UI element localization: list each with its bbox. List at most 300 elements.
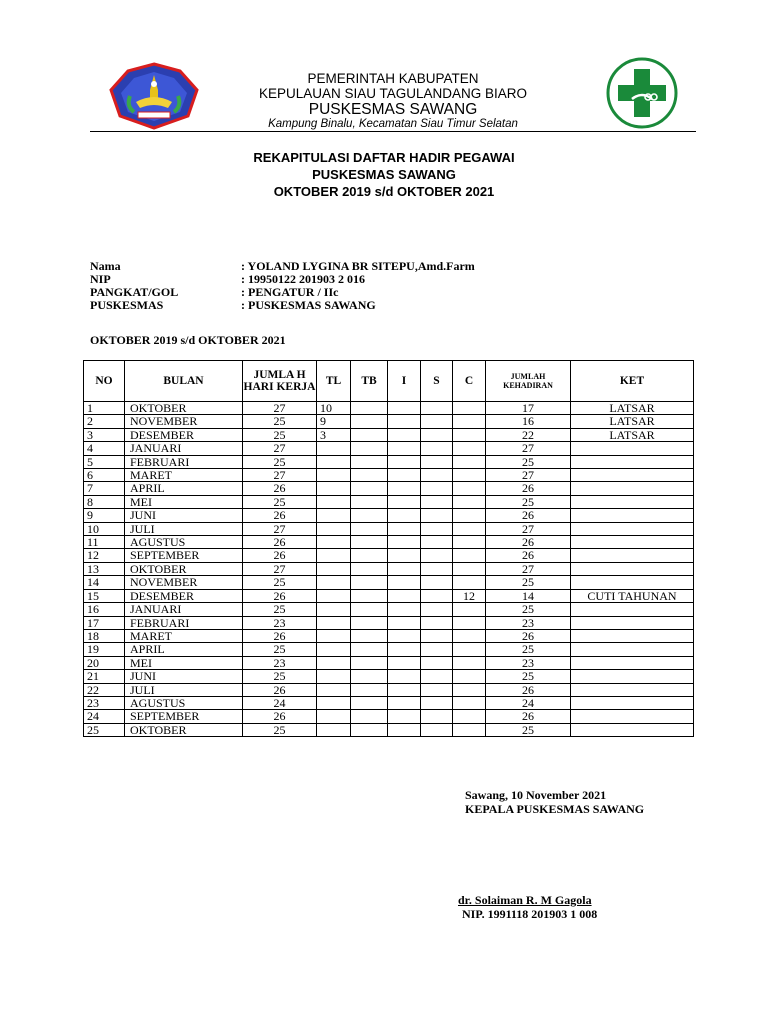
employee-puskesmas-label: PUSKESMAS [90,298,164,312]
table-row [84,469,694,482]
cell-no: 4 [84,442,125,455]
cell-s [421,576,453,589]
cell-tl [317,603,351,616]
cell-tb [351,603,388,616]
cell-kehadiran: 25 [486,603,571,616]
cell-tb [351,710,388,723]
cell-hari-kerja: 25 [243,603,317,616]
cell-i [388,643,421,656]
cell-i [388,670,421,683]
table-row [84,710,694,723]
signature-name: dr. Solaiman R. M Gagola [458,893,592,907]
cell-tl [317,522,351,535]
cell-c [453,616,486,629]
cell-ket [571,723,694,736]
cell-i [388,696,421,709]
cell-hari-kerja: 26 [243,589,317,602]
document-period: OKTOBER 2019 s/d OKTOBER 2021 [273,184,495,199]
cell-s [421,656,453,669]
cell-c [453,522,486,535]
cell-ket [571,656,694,669]
cell-tl [317,442,351,455]
cell-hari-kerja: 26 [243,549,317,562]
cell-s [421,509,453,522]
cell-i [388,629,421,642]
cell-kehadiran: 25 [486,495,571,508]
cell-kehadiran: 23 [486,656,571,669]
cell-hari-kerja: 27 [243,522,317,535]
cell-c [453,710,486,723]
cell-tl: 9 [317,415,351,428]
cell-ket [571,603,694,616]
cell-no: 6 [84,469,125,482]
cell-ket [571,576,694,589]
cell-hari-kerja: 26 [243,629,317,642]
cell-i [388,603,421,616]
cell-bulan: OKTOBER [125,723,243,736]
cell-no: 14 [84,576,125,589]
cell-ket [571,562,694,575]
cell-bulan: JUNI [125,670,243,683]
cell-no: 11 [84,536,125,549]
cell-i [388,616,421,629]
table-period-label: OKTOBER 2019 s/d OKTOBER 2021 [90,333,286,347]
cell-i [388,455,421,468]
cell-no: 5 [84,455,125,468]
cell-tl [317,643,351,656]
table-row [84,696,694,709]
cell-tl [317,629,351,642]
cell-bulan: SEPTEMBER [125,549,243,562]
government-name: PEMERINTAH KABUPATEN [307,71,479,86]
cell-i [388,402,421,415]
cell-s [421,562,453,575]
cell-ket: LATSAR [571,402,694,415]
cell-hari-kerja: 24 [243,696,317,709]
cell-c: 12 [453,589,486,602]
table-row [84,495,694,508]
cell-s [421,536,453,549]
cell-c [453,415,486,428]
cell-tb [351,415,388,428]
cell-hari-kerja: 23 [243,616,317,629]
cell-kehadiran: 25 [486,643,571,656]
header-tb: TB [351,361,388,402]
address: Kampung Binalu, Kecamatan Siau Timur Selatan [268,118,518,130]
cell-bulan: MARET [125,629,243,642]
table-row [84,536,694,549]
cell-s [421,522,453,535]
cell-i [388,576,421,589]
cell-no: 8 [84,495,125,508]
header-tl: TL [317,361,351,402]
cell-bulan: JULI [125,522,243,535]
cell-no: 17 [84,616,125,629]
cell-ket [571,536,694,549]
cell-bulan: APRIL [125,643,243,656]
cell-c [453,428,486,441]
puskesmas-name: PUSKESMAS SAWANG [308,101,478,118]
table-header-row [84,361,694,402]
cell-tb [351,455,388,468]
cell-ket [571,629,694,642]
cell-kehadiran: 27 [486,469,571,482]
cell-i [388,522,421,535]
cell-tb [351,656,388,669]
cell-ket [571,509,694,522]
cell-bulan: NOVEMBER [125,415,243,428]
cell-c [453,549,486,562]
table-row [84,522,694,535]
cell-s [421,549,453,562]
cell-i [388,562,421,575]
signature-position: KEPALA PUSKESMAS SAWANG [465,802,645,816]
table-row [84,629,694,642]
cell-c [453,723,486,736]
cell-bulan: MEI [125,656,243,669]
table-row [84,455,694,468]
cell-bulan: FEBRUARI [125,616,243,629]
header-s: S [421,361,453,402]
cell-ket [571,522,694,535]
cell-hari-kerja: 27 [243,442,317,455]
cell-bulan: OKTOBER [125,562,243,575]
cell-i [388,710,421,723]
cell-tl [317,495,351,508]
cell-hari-kerja: 25 [243,428,317,441]
cell-kehadiran: 26 [486,710,571,723]
regency-name: KEPULAUAN SIAU TAGULANDANG BIARO [258,86,528,101]
cell-tb [351,723,388,736]
header-kehadiran: JUMLAH KEHADIRAN [486,361,571,402]
cell-s [421,482,453,495]
cell-hari-kerja: 25 [243,455,317,468]
cell-hari-kerja: 27 [243,402,317,415]
cell-ket [571,455,694,468]
cell-c [453,482,486,495]
cell-tl: 3 [317,428,351,441]
cell-i [388,469,421,482]
cell-bulan: DESEMBER [125,589,243,602]
cell-tb [351,562,388,575]
employee-name-value: : YOLAND LYGINA BR SITEPU,Amd.Farm [241,259,475,273]
cell-hari-kerja: 26 [243,710,317,723]
cell-s [421,469,453,482]
table-row [84,723,694,736]
cell-no: 24 [84,710,125,723]
cell-s [421,683,453,696]
table-row [84,576,694,589]
cell-no: 16 [84,603,125,616]
table-row [84,683,694,696]
cell-tl [317,683,351,696]
cell-no: 15 [84,589,125,602]
cell-tb [351,482,388,495]
letterhead [90,55,696,132]
table-row [84,589,694,602]
cell-tl [317,562,351,575]
cell-ket: LATSAR [571,415,694,428]
cell-ket [571,616,694,629]
cell-s [421,455,453,468]
cell-tb [351,576,388,589]
cell-tb [351,629,388,642]
cell-c [453,629,486,642]
document-title: REKAPITULASI DAFTAR HADIR PEGAWAI [253,150,515,165]
document-subtitle: PUSKESMAS SAWANG [312,167,456,182]
cell-hari-kerja: 26 [243,509,317,522]
cell-tb [351,616,388,629]
cell-hari-kerja: 25 [243,576,317,589]
cell-i [388,536,421,549]
cell-tl [317,576,351,589]
cell-s [421,723,453,736]
table-row [84,402,694,415]
cell-tb [351,643,388,656]
cell-kehadiran: 23 [486,616,571,629]
cell-bulan: OKTOBER [125,402,243,415]
cell-tb [351,549,388,562]
cell-kehadiran: 17 [486,402,571,415]
cell-hari-kerja: 25 [243,670,317,683]
cell-ket [571,549,694,562]
cell-s [421,670,453,683]
cell-tl [317,589,351,602]
cell-kehadiran: 26 [486,629,571,642]
employee-rank-value: : PENGATUR / IIc [241,285,339,299]
cell-s [421,589,453,602]
cell-ket [571,442,694,455]
cell-kehadiran: 25 [486,670,571,683]
cell-tl [317,455,351,468]
header-bulan: BULAN [125,361,243,402]
cell-no: 12 [84,549,125,562]
cell-hari-kerja: 25 [243,723,317,736]
cell-kehadiran: 16 [486,415,571,428]
cell-s [421,415,453,428]
cell-c [453,656,486,669]
table-row [84,415,694,428]
employee-nip-label: NIP [90,272,111,286]
cell-ket [571,495,694,508]
cell-bulan: JANUARI [125,603,243,616]
cell-tb [351,536,388,549]
cell-ket: LATSAR [571,428,694,441]
cell-hari-kerja: 26 [243,683,317,696]
cell-i [388,683,421,696]
cell-kehadiran: 27 [486,562,571,575]
cell-s [421,643,453,656]
cell-c [453,509,486,522]
cell-i [388,442,421,455]
cell-tl [317,549,351,562]
cell-c [453,696,486,709]
cell-c [453,603,486,616]
cell-kehadiran: 27 [486,522,571,535]
table-row [84,428,694,441]
cell-c [453,455,486,468]
cell-tl [317,710,351,723]
cell-bulan: JANUARI [125,442,243,455]
cell-i [388,589,421,602]
cell-hari-kerja: 26 [243,536,317,549]
cell-bulan: DESEMBER [125,428,243,441]
table-row [84,603,694,616]
cell-kehadiran: 26 [486,509,571,522]
cell-ket [571,696,694,709]
cell-bulan: MEI [125,495,243,508]
cell-no: 21 [84,670,125,683]
cell-bulan: SEPTEMBER [125,710,243,723]
table-row [84,616,694,629]
cell-tb [351,589,388,602]
cell-c [453,442,486,455]
cell-bulan: FEBRUARI [125,455,243,468]
cell-tb [351,670,388,683]
cell-hari-kerja: 27 [243,469,317,482]
table-row [84,643,694,656]
cell-tl [317,469,351,482]
cell-no: 10 [84,522,125,535]
cell-hari-kerja: 23 [243,656,317,669]
cell-i [388,549,421,562]
header-c: C [453,361,486,402]
cell-c [453,576,486,589]
cell-hari-kerja: 27 [243,562,317,575]
cell-tb [351,402,388,415]
cell-s [421,616,453,629]
cell-bulan: JULI [125,683,243,696]
cell-c [453,536,486,549]
cell-s [421,442,453,455]
cell-no: 7 [84,482,125,495]
cell-no: 9 [84,509,125,522]
attendance-table [83,360,694,737]
cell-c [453,402,486,415]
cell-c [453,643,486,656]
cell-s [421,495,453,508]
cell-no: 25 [84,723,125,736]
cell-tb [351,495,388,508]
cell-ket: CUTI TAHUNAN [571,589,694,602]
cell-c [453,495,486,508]
cell-no: 1 [84,402,125,415]
cell-kehadiran: 22 [486,428,571,441]
cell-no: 13 [84,562,125,575]
cell-i [388,723,421,736]
cell-ket [571,643,694,656]
cell-tb [351,428,388,441]
cell-tb [351,509,388,522]
cell-ket [571,710,694,723]
cell-no: 19 [84,643,125,656]
cell-i [388,495,421,508]
table-row [84,482,694,495]
header-hari-kerja: JUMLA H HARI KERJA [243,361,317,402]
cell-s [421,402,453,415]
cell-c [453,562,486,575]
cell-s [421,603,453,616]
cell-hari-kerja: 25 [243,495,317,508]
cell-no: 2 [84,415,125,428]
cell-bulan: AGUSTUS [125,696,243,709]
cell-tl: 10 [317,402,351,415]
cell-s [421,629,453,642]
employee-name-label: Nama [90,259,121,273]
cell-i [388,415,421,428]
cell-no: 22 [84,683,125,696]
table-row [84,509,694,522]
cell-tb [351,442,388,455]
cell-kehadiran: 26 [486,482,571,495]
table-row [84,656,694,669]
cell-ket [571,670,694,683]
cell-tl [317,656,351,669]
cell-bulan: MARET [125,469,243,482]
cell-hari-kerja: 26 [243,482,317,495]
health-cross-logo-icon [604,55,680,131]
table-row [84,562,694,575]
cell-bulan: AGUSTUS [125,536,243,549]
cell-tl [317,616,351,629]
cell-hari-kerja: 25 [243,643,317,656]
cell-s [421,696,453,709]
cell-i [388,428,421,441]
cell-hari-kerja: 25 [243,415,317,428]
cell-kehadiran: 24 [486,696,571,709]
signature-nip: NIP. 1991118 201903 1 008 [462,907,598,921]
cell-tb [351,696,388,709]
table-row [84,442,694,455]
cell-no: 20 [84,656,125,669]
cell-no: 23 [84,696,125,709]
cell-bulan: JUNI [125,509,243,522]
cell-i [388,509,421,522]
header-no: NO [84,361,125,402]
cell-tb [351,522,388,535]
cell-ket [571,469,694,482]
cell-bulan: NOVEMBER [125,576,243,589]
cell-tl [317,696,351,709]
cell-kehadiran: 25 [486,576,571,589]
cell-ket [571,683,694,696]
cell-c [453,683,486,696]
employee-nip-value: : 19950122 201903 2 016 [241,272,365,286]
cell-tl [317,723,351,736]
cell-s [421,428,453,441]
table-row [84,549,694,562]
table-row [84,670,694,683]
cell-i [388,482,421,495]
cell-tl [317,536,351,549]
cell-kehadiran: 25 [486,455,571,468]
cell-c [453,469,486,482]
cell-tl [317,670,351,683]
cell-tl [317,509,351,522]
cell-kehadiran: 14 [486,589,571,602]
cell-no: 18 [84,629,125,642]
cell-kehadiran: 26 [486,549,571,562]
cell-c [453,670,486,683]
cell-s [421,710,453,723]
employee-rank-label: PANGKAT/GOL [90,285,179,299]
cell-kehadiran: 25 [486,723,571,736]
cell-tb [351,469,388,482]
cell-i [388,656,421,669]
cell-ket [571,482,694,495]
cell-bulan: APRIL [125,482,243,495]
header-ket: KET [571,361,694,402]
